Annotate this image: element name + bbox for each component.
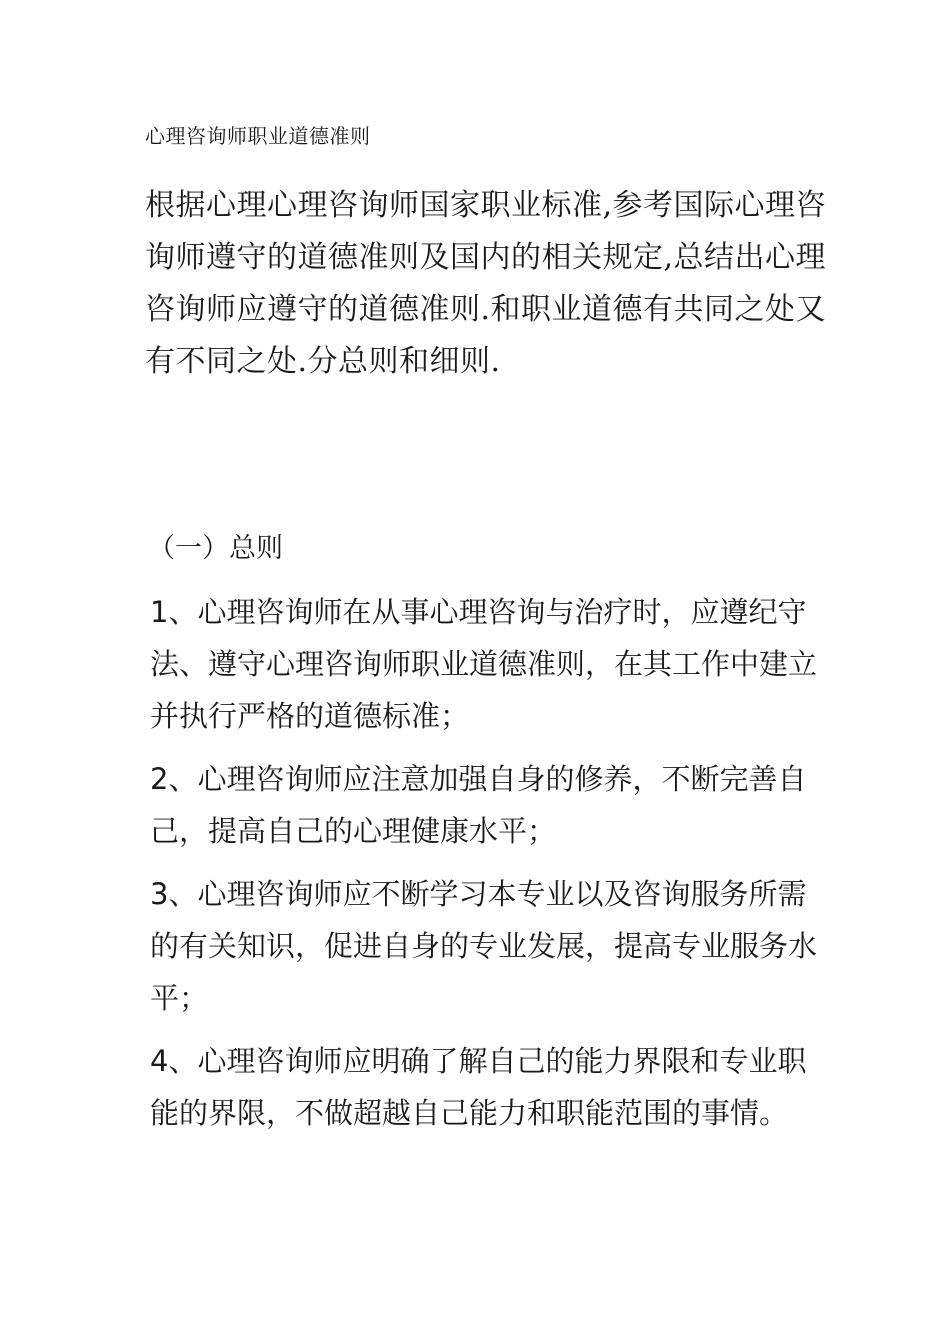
intro-line: 有不同之处.分总则和细则.	[145, 344, 501, 379]
rules-list	[150, 586, 830, 1150]
intro-line: 咨询师应遵守的道德准则.和职业道德有共同之处又	[145, 292, 827, 327]
rule-line: 法、遵守心理咨询师职业道德准则，在其工作中建立	[150, 647, 818, 681]
rule-line: 的有关知识，促进自身的专业发展，提高专业服务水	[150, 929, 818, 963]
rule-item-1	[150, 586, 830, 742]
intro-paragraph	[145, 180, 827, 388]
rule-line: 己，提高自己的心理健康水平；	[150, 814, 557, 848]
rule-line: 4、心理咨询师应明确了解自己的能力界限和专业职	[150, 1044, 807, 1078]
rule-item-4	[150, 1035, 830, 1139]
rule-line: 3、心理咨询师应不断学习本专业以及咨询服务所需	[150, 877, 807, 911]
intro-line: 询师遵守的道德准则及国内的相关规定,总结出心理	[145, 240, 827, 275]
rule-line: 2、心理咨询师应注意加强自身的修养，不断完善自	[150, 762, 807, 796]
rule-line: 1、心理咨询师在从事心理咨询与治疗时，应遵纪守	[150, 595, 807, 629]
document-title: 心理咨询师职业道德准则	[145, 124, 371, 148]
section-heading: （一）总则	[148, 533, 283, 564]
rule-line: 能的界限，不做超越自己能力和职能范围的事情。	[150, 1096, 789, 1130]
rule-item-2	[150, 753, 830, 857]
rule-item-3	[150, 868, 830, 1024]
rule-line: 并执行严格的道德标准；	[150, 699, 470, 733]
rule-line: 平；	[150, 981, 209, 1015]
intro-line: 根据心理心理咨询师国家职业标准,参考国际心理咨	[145, 188, 827, 223]
